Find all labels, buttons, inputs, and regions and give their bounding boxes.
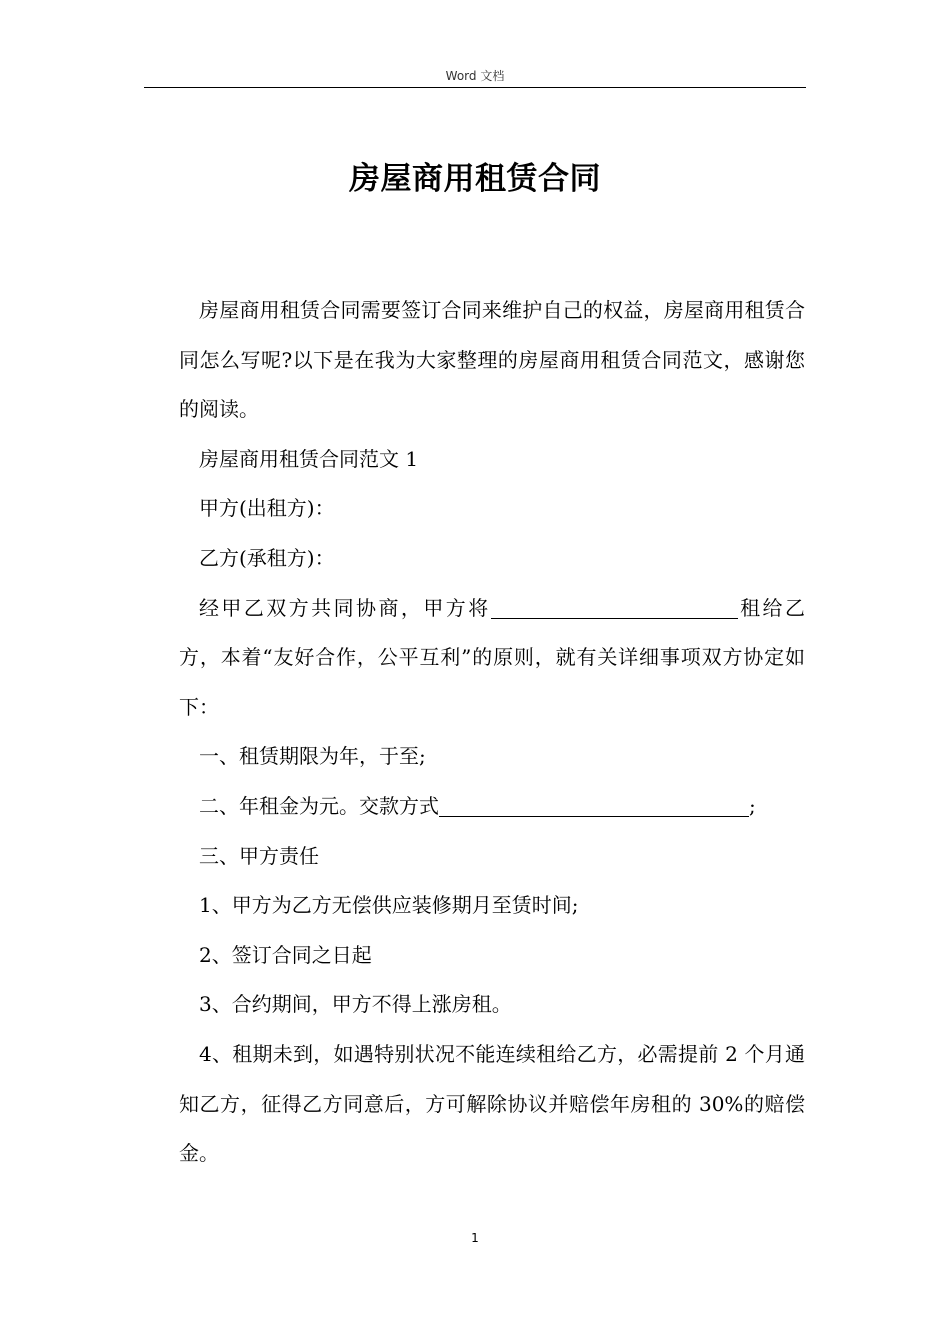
document-body (179, 286, 805, 1179)
clause-item-2: 2、签订合同之日起 (199, 942, 372, 967)
page-header: Word 文档 (445, 69, 505, 83)
header-divider (144, 87, 806, 88)
party-a-line: 甲方(出租方)： (199, 496, 335, 521)
clause-item-3: 3、合约期间，甲方不得上涨房租。 (199, 992, 512, 1017)
intro-paragraph: 房屋商用租赁合同需要签订合同来维护自己的权益，房屋商用租赁合同怎么写呢?以下是在我为大家整理的房屋商用租赁合同范文，感谢您的阅读。 (179, 298, 805, 422)
agreement-text-before: 经甲乙双方共同协商，甲方将 (199, 595, 491, 620)
term-rent-text: 二、年租金为元。交款方式 (199, 793, 439, 818)
agreement-text-after: 租给乙方，本着“友好合作，公平互利”的原则，就有关详细事项双方协定如下： (179, 595, 805, 719)
term-landlord-responsibility: 三、甲方责任 (199, 843, 319, 868)
agreement-paragraph (179, 584, 805, 733)
blank-field-payment-method (439, 794, 749, 817)
section-title: 房屋商用租赁合同范文 1 (199, 446, 419, 471)
page-number: 1 (471, 1231, 479, 1245)
party-b-line: 乙方(承租方)： (199, 545, 335, 570)
term-lease-period: 一、租赁期限为年，于至; (199, 744, 426, 769)
term-rent-end: ; (749, 793, 756, 818)
blank-field-property (491, 596, 738, 619)
document-title: 房屋商用租赁合同 (349, 161, 601, 197)
clause-item-1: 1、甲方为乙方无偿供应装修期月至赁时间; (199, 893, 579, 918)
clause-item-4: 4、租期未到，如遇特别状况不能连续租给乙方，必需提前 2 个月通知乙方，征得乙方同意后，方可解除协议并赔偿年房租的 30%的赔偿金。 (179, 1041, 805, 1166)
term-rent (179, 782, 805, 832)
